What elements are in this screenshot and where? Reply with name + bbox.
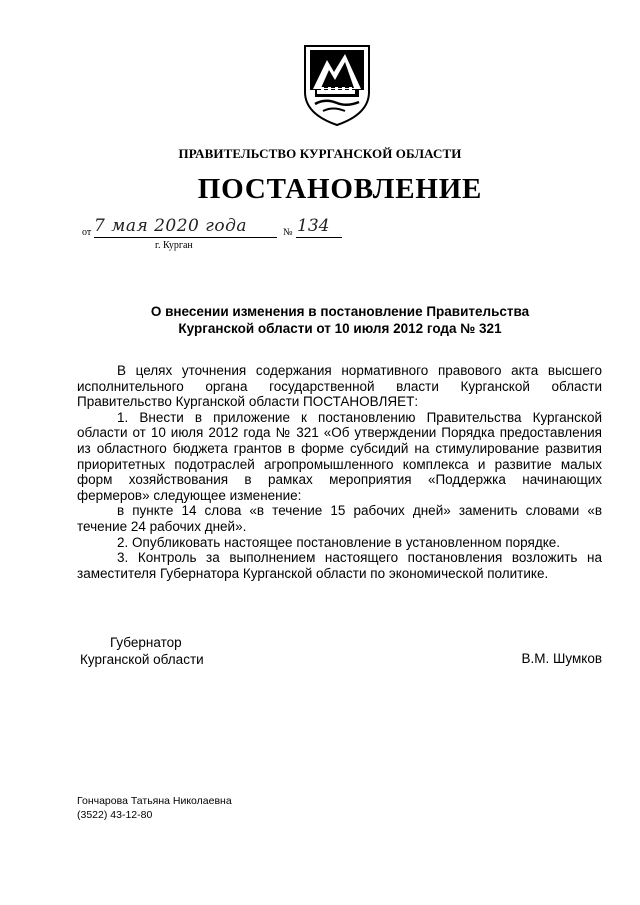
coat-of-arms-icon [301, 42, 373, 128]
body-paragraph: В целях уточнения содержания нормативного правового акта высшего исполнительного органа государственной власти Курганской области Правительство Курганской области ПОСТАНОВЛЯЕТ: [77, 363, 602, 410]
document-title [120, 303, 560, 337]
from-label: от [82, 227, 92, 238]
number-underline [296, 237, 342, 238]
date-number-line [82, 218, 352, 258]
date-underline [94, 237, 277, 238]
body-paragraph: 1. Внести в приложение к постановлению Правительства Курганской области от 10 июля 2012 года № 321 «Об утверждении Порядка предоставления из областного бюджета грантов в форме субсидий на стимулирование развития приоритетных подотраслей агропромышленного комплекса и развитие малых форм хозяйствования в рамках мероприятия «Поддержка начинающих фермеров» следующее изменение: [77, 409, 602, 503]
position-line-1: Губернатор [110, 635, 182, 650]
document-type: ПОСТАНОВЛЕНИЕ [197, 173, 483, 205]
body-paragraph: 2. Опубликовать настоящее постановление в установленном порядке. [117, 534, 561, 550]
body-paragraph: в пункте 14 слова «в течение 15 рабочих дней» заменить словами «в течение 24 рабочих дней». [77, 503, 602, 534]
signatory-position [80, 635, 204, 668]
city-label: г. Курган [155, 240, 193, 251]
document-body [77, 363, 602, 581]
executor-phone: (3522) 43-12-80 [77, 809, 153, 821]
handwritten-date: 7 мая 2020 года [94, 216, 248, 236]
position-line-2: Курганской области [80, 651, 204, 667]
executor-name: Гончарова Татьяна Николаевна [77, 795, 232, 807]
title-line-2: Курганской области от 10 июля 2012 года № 321 [178, 321, 502, 336]
number-label: № [283, 227, 293, 238]
government-name: ПРАВИТЕЛЬСТВО КУРГАНСКОЙ ОБЛАСТИ [178, 146, 462, 161]
title-line-1: О внесении изменения в постановление Правительства [150, 304, 530, 319]
executor-info [77, 794, 232, 822]
signatory-name: В.М. Шумков [521, 651, 602, 666]
handwritten-number: 134 [297, 216, 330, 236]
body-paragraph: 3. Контроль за выполнением настоящего постановления возложить на заместителя Губернатора Курганской области по экономической политике. [77, 550, 602, 581]
